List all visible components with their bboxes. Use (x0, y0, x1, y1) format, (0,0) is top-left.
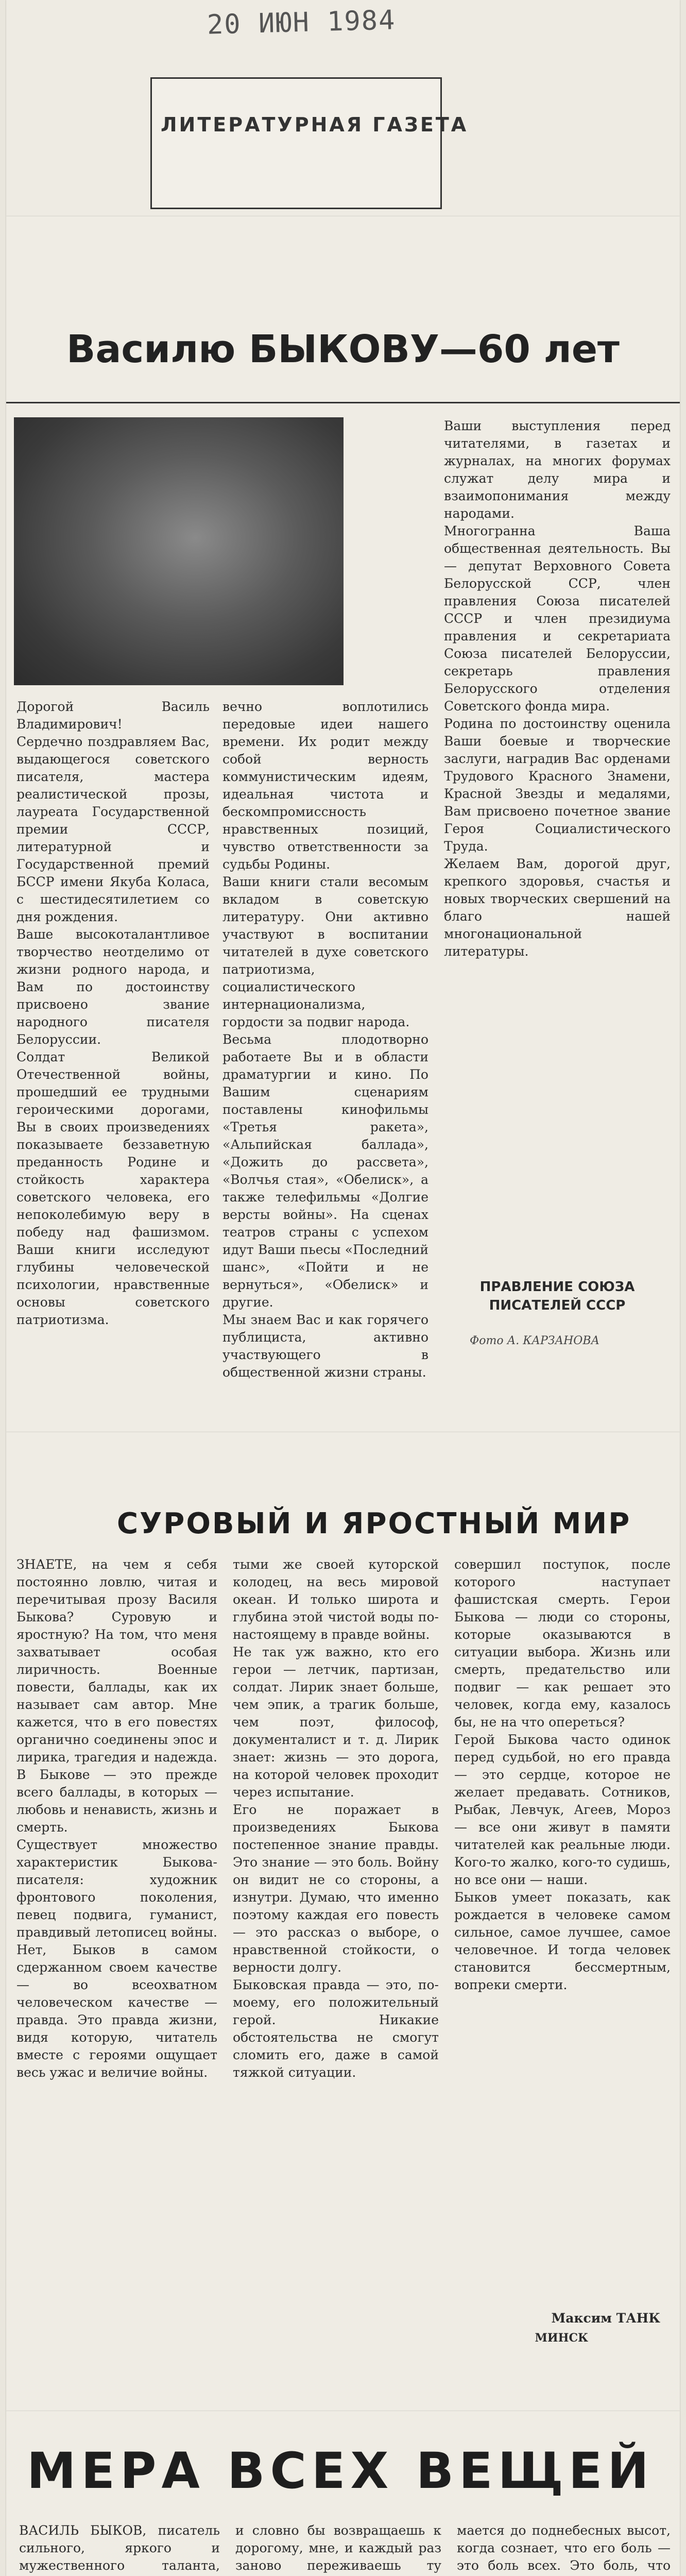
header-box (150, 77, 442, 209)
article2-title: СУРОВЫЙ И ЯРОСТНЫЙ МИР (117, 1507, 631, 1540)
article3-col1: ВАСИЛЬ БЫКОВ, писатель сильного, яркого и мужественного таланта, (19, 2523, 220, 2573)
newspaper-title: ЛИТЕРАТУРНАЯ ГАЗЕТА (161, 113, 469, 136)
article3-col3: мается до поднебесных высот, когда сознает, что его боль — это боль всех. Это боль, что (457, 2523, 671, 2573)
article2-col1: ЗНАЕТЕ, на чем я себя постоянно ловлю, читая и перечитывая прозу Василя Быкова? Суровую и яростную? На том, что меня захватывает особая лиричность. Военные повести, баллады, как их называет сам автор. Мне кажется, что в его повестях органично соединены эпос и лирика, трагедия и надежда. В Быкове — это прежде всего баллады, в которых — любовь и ненависть, жизнь и смерть. Существует множество характеристик Быкова-писателя: художник фронтового поколения, певец подвига, гуманист, правдивый летописец войны. Нет, Быков в самом сдержанном своем качестве — во всеохватном человеческом качестве — правда. Это правда жизни, видя которую, читатель вместе с героями ощущает весь ужас и величие войны. (16, 1557, 217, 2080)
greeting-clipping (6, 216, 680, 1432)
article3-title: МЕРА ВСЕХ ВЕЩЕЙ (27, 2442, 654, 2500)
header-clipping (6, 0, 680, 216)
article2-place: МИНСК (535, 2331, 588, 2345)
article3-col2: и словно бы возвращаешь к дорогому, мне, и каждый раз заново переживаешь ту (235, 2523, 441, 2573)
article2-author: Максим ТАНК (551, 2311, 660, 2326)
portrait-photo (14, 417, 344, 685)
date-stamp: 20 ИЮН 1984 (207, 5, 397, 41)
title-rule (6, 402, 680, 403)
article1-col1: Дорогой Василь Владимирович! Сердечно поздравляем Вас, выдающегося советского писателя, мастера реалистической прозы, лауреата Государственной премии СССР, литературной и Государственной премий БССР имени Якуба Коласа, с шестидесятилетием со дня рождения. Ваше высокоталантливое творчество неотделимо от жизни родного народа, и Вам по достоинству присвоено звание народного писателя Белоруссии. Солдат Великой Отечественной войны, прошедший ее трудными героическими дорогами, Вы в своих произведениях показываете беззаветную преданность Родине и стойкость характера советского человека, его непоколебимую веру в победу над фашизмом. Ваши книги исследуют глубины человеческой психологии, нравственные основы советского патриотизма. (16, 699, 210, 1327)
article2-col2: тыми же своей куторской колодец, на весь мировой океан. И только широта и глубина этой чистой воды по-настоящему в правде войны. Не так уж важно, кто его герои — летчик, партизан, солдат. Лирик знает больше, чем эпик, а трагик больше, чем поэт, философ, документалист и т. д. Лирик знает: жизнь — это дорога, на которой человек проходит через испытание. Его не поражает в произведениях Быкова постепенное знание правды. Это знание — это боль. Войну он видит не со стороны, а изнутри. Думаю, что именно поэтому каждая его повесть — это рассказ о выборе, о нравственной стойкости, о верности долгу. Быковская правда — это, по-моему, его положительный герой. Никакие обстоятельства не смогут сломить его, даже в самой тяжкой ситуации. (233, 1557, 439, 2080)
article1-col2: вечно воплотились передовые идеи нашего времени. Их родит между собой верность коммунистическим идеям, идеальная чистота и бескомпромиссность нравственных позиций, чувство ответственности за судьбы Родины. Ваши книги стали весомым вкладом в советскую литературу. Они активно участвуют в воспитании читателей в духе советского патриотизма, социалистического интернационализма, гордости за подвиг народа. Весьма плодотворно работаете Вы и в области драматургии и кино. По Вашим сценариям поставлены кинофильмы «Третья ракета», «Альпийская баллада», «Дожить до рассвета», «Волчья стая», «Обелиск», а также телефильмы «Долгие версты войны». На сценах театров страны с успехом идут Ваши пьесы «Последний шанс», «Пойти и не вернуться», «Обелиск» и другие. Мы знаем Вас и как горячего публициста, активно участвующего в общественной жизни страны. (222, 699, 428, 1380)
article2-col3: совершил поступок, после которого наступает фашистская смерть. Герои Быкова — люди со стороны, которые оказываются в ситуации выбора. Жизнь или смерть, предательство или подвиг — как решает это человек, когда ему, казалось бы, не на что опереться? Герой Быкова часто одинок перед судьбой, но его правда — это сердце, которое не желает предавать. Сотников, Рыбак, Левчук, Агеев, Мороз — все они живут в памяти читателей как реальные люди. Кого-то жалко, кого-то судишь, но все они — наши. Быков умеет показать, как рождается в человеке самом сильное, самое лучшее, самое человечное. И тогда человек становится бессмертным, вопреки смерти. (454, 1557, 671, 1992)
article1-col3: Ваши выступления перед читателями, в газетах и журналах, на многих форумах служат делу мира и взаимопонимания между народами. Многогранна Ваша общественная деятельность. Вы — депутат Верховного Совета Белорусской ССР, член правления Союза писателей СССР и член президиума правления и секретариата Союза писателей Белоруссии, секретарь правления Белорусского отделения Советского фонда мира. Родина по достоинству оценила Ваши боевые и творческие заслуги, наградив Вас орденами Трудового Красного Знамени, Красной Звезды и медалями, Вам присвоено почетное звание Героя Социалистического Труда. Желаем Вам, дорогой друг, крепкого здоровья, счастья и новых творческих свершений на благо нашей многонациональной литературы. (444, 418, 671, 959)
mera-clipping (6, 2411, 680, 2576)
article1-title: Василю БЫКОВУ—60 лет (66, 327, 620, 371)
signature: ПРАВЛЕНИЕ СОЮЗА ПИСАТЕЛЕЙ СССР (479, 1279, 635, 1313)
suroviy-clipping (6, 1432, 680, 2411)
photo-credit: Фото А. КАРЗАНОВА (470, 1334, 600, 1347)
